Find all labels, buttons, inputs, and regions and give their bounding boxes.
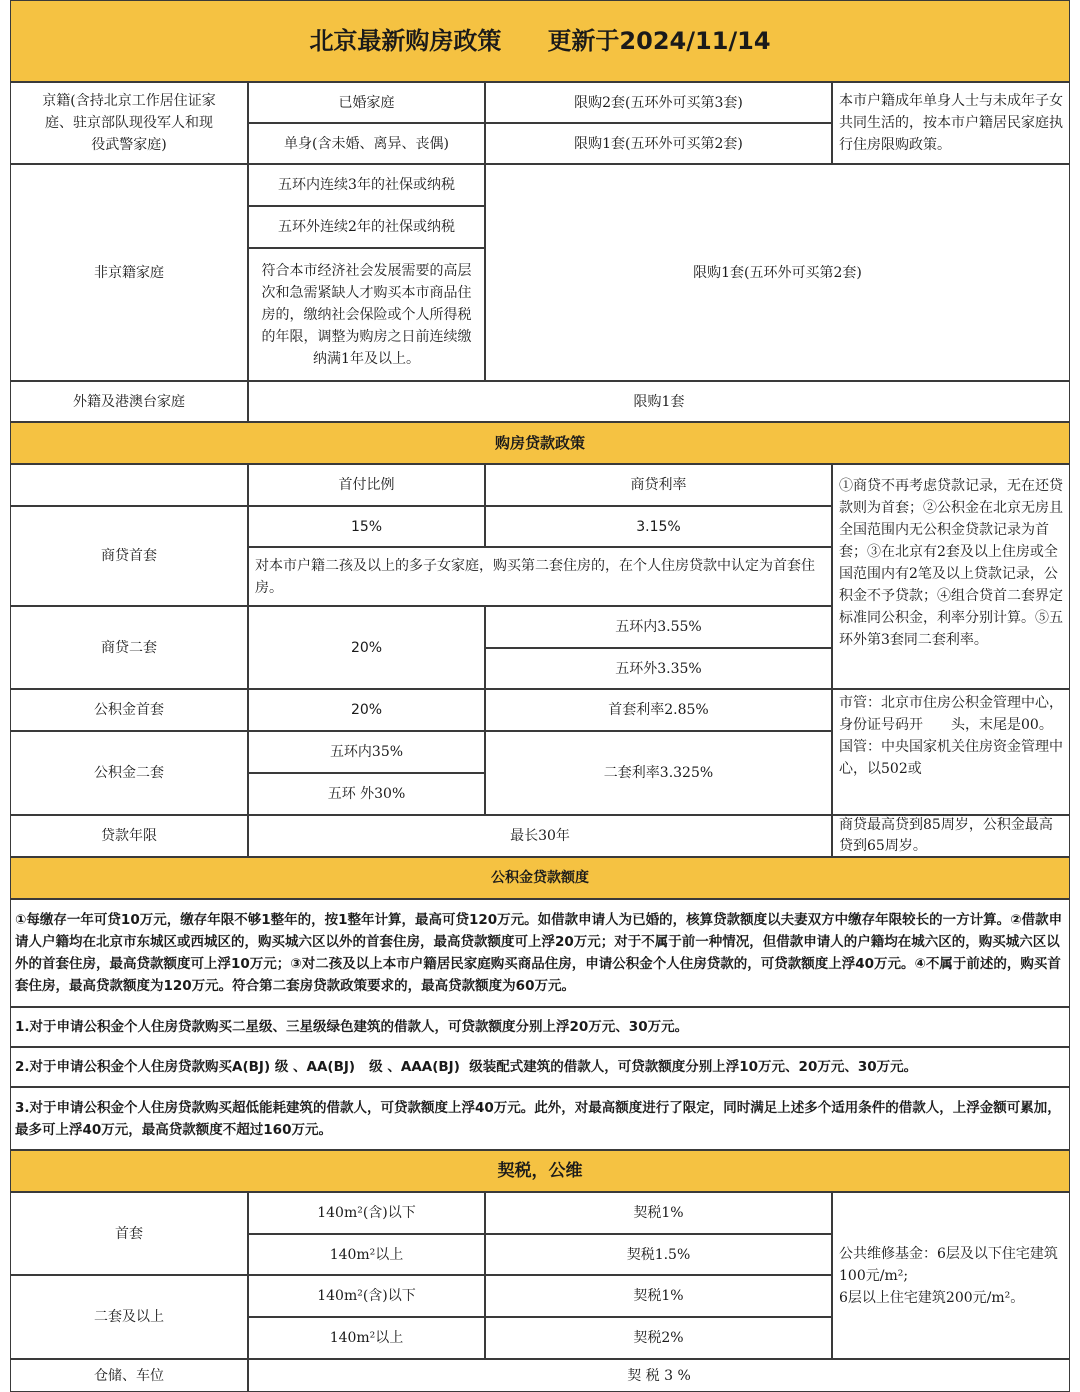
loan-term-note: 商贷最高贷到85周岁，公积金最高贷到65周岁。 [832,815,1070,857]
fund-quota-section-title: 公积金贷款额度 [10,857,1070,899]
married-limit: 限购2套(五环外可买第3套) [485,82,832,123]
tax-second-large-area: 140m²以上 [248,1317,485,1359]
tax-second-label: 二套及以上 [10,1275,248,1359]
maintenance-fund-note: 公共维修基金：6层及以下住宅建筑100元/m²; 6层以上住宅建筑200元/m²。 [832,1192,1070,1359]
commercial-first-down-payment: 15% [248,506,485,547]
fund-first-rate: 首套利率2.85% [485,689,832,731]
fund-quota-low-energy: 3.对于申请公积金个人住房贷款购买超低能耗建筑的借款人，可贷款额度上浮40万元。此外，对最高额度进行了限定，同时满足上述多个适用条件的借款人，上浮金额可累加，最多可上浮40万元，最高贷款额度不超过160万元。 [10,1087,1070,1150]
within-5th-ring-requirement: 五环内连续3年的社保或纳税 [248,164,485,206]
loan-term-label: 贷款年限 [10,815,248,857]
fund-quota-green: 1.对于申请公积金个人住房贷款购买二星级、三星级绿色建筑的借款人，可贷款额度分别上浮20万元、30万元。 [10,1007,1070,1047]
tax-second-small-rate: 契税1% [485,1275,832,1317]
commercial-second-rate-within: 五环内3.55% [485,606,832,648]
single-limit: 限购1套(五环外可买第2套) [485,123,832,164]
tax-second-large-rate: 契税2% [485,1317,832,1359]
married-label: 已婚家庭 [248,82,485,123]
fund-quota-main: ①每缴存一年可贷10万元，缴存年限不够1整年的，按1整年计算，最高可贷120万元。如借款申请人为已婚的，核算贷款额度以夫妻双方中缴存年限较长的一方计算。②借款申请人户籍均在北京市东城区或西城区的，购买城六区以外的首套住房，最高贷款额度可上浮20万元；对于不属于前一种情况，但借款申请人的户籍均在城六区的，购买城六区以外的首套住房，最高贷款额度可上浮10万元；③对二孩及以上本市户籍居民家庭购买商品住房，申请公积金个人住房贷款的，可贷款额度上浮40万元。④不属于前述的，购买首套住房，最高贷款额度为120万元。符合第二套房贷款政策要求的，最高贷款额度为60万元。 [10,899,1070,1007]
loan-policy-section-title: 购房贷款政策 [10,422,1070,464]
title-text: 北京最新购房政策 [309,27,502,55]
fund-first-label: 公积金首套 [10,689,248,731]
loan-side-note: ①商贷不再考虑贷款记录，无在还贷款则为首套；②公积金在北京无房且全国范围内无公积金贷款记录为首套；③在北京有2套及以上住房或全国范围内有2笔及以上贷款记录，公积金不予贷款；④组合贷首二套界定标准同公积金，利率分别计算。⑤五环外第3套同二套利率。 [832,464,1070,689]
non-beijing-label: 非京籍家庭 [10,164,248,381]
fund-note: 市管：北京市住房公积金管理中心，身份证号码开 头，末尾是00。 国管：中央国家机关住房资金管理中心，以502或 [832,689,1070,815]
commercial-first-note: 对本市户籍二孩及以上的多子女家庭，购买第二套住房的，在个人住房贷款中认定为首套住房。 [248,547,832,606]
single-label: 单身(含未婚、离异、丧偶) [248,123,485,164]
tax-second-small-area: 140m²(含)以下 [248,1275,485,1317]
rate-header: 商贷利率 [485,464,832,506]
tax-section-title: 契税，公维 [10,1150,1070,1192]
fund-first-down-payment: 20% [248,689,485,731]
foreign-limit: 限购1套 [248,381,1070,422]
fund-second-down-payment-outside: 五环 外30% [248,773,485,815]
beijing-hukou-label: 京籍(含持北京工作居住证家庭、驻京部队现役军人和现役武警家庭) [10,82,248,164]
loan-header-blank [10,464,248,506]
page-title [10,0,1070,82]
fund-second-down-payment-within: 五环内35% [248,731,485,773]
tax-first-small-rate: 契税1% [485,1192,832,1234]
tax-storage-label: 仓储、车位 [10,1359,248,1392]
outside-5th-ring-requirement: 五环外连续2年的社保或纳税 [248,206,485,248]
tax-storage-rate: 契 税 3 % [248,1359,1070,1392]
commercial-second-rate-outside: 五环外3.35% [485,648,832,689]
fund-second-rate: 二套利率3.325% [485,731,832,815]
foreign-label: 外籍及港澳台家庭 [10,381,248,422]
commercial-first-label: 商贷首套 [10,506,248,606]
loan-term-value: 最长30年 [248,815,832,857]
single-note: 本市户籍成年单身人士与未成年子女共同生活的，按本市户籍居民家庭执行住房限购政策。 [832,82,1070,164]
talent-requirement: 符合本市经济社会发展需要的高层次和急需紧缺人才购买本市商品住房的，缴纳社会保险或个人所得税的年限，调整为购房之日前连续缴纳满1年及以上。 [248,248,485,381]
tax-first-large-rate: 契税1.5% [485,1234,832,1275]
commercial-second-label: 商贷二套 [10,606,248,689]
tax-first-large-area: 140m²以上 [248,1234,485,1275]
non-beijing-limit: 限购1套(五环外可买第2套) [485,164,1070,381]
tax-first-small-area: 140m²(含)以下 [248,1192,485,1234]
down-payment-header: 首付比例 [248,464,485,506]
commercial-second-down-payment: 20% [248,606,485,689]
fund-quota-prefab: 2.对于申请公积金个人住房贷款购买A(BJ) 级 、AA(BJ) 级 、AAA(BJ) 级装配式建筑的借款人，可贷款额度分别上浮10万元、20万元、30万元。 [10,1047,1070,1087]
tax-first-label: 首套 [10,1192,248,1275]
fund-second-label: 公积金二套 [10,731,248,815]
commercial-first-rate: 3.15% [485,506,832,547]
updated-date: 更新于2024/11/14 [547,27,771,55]
